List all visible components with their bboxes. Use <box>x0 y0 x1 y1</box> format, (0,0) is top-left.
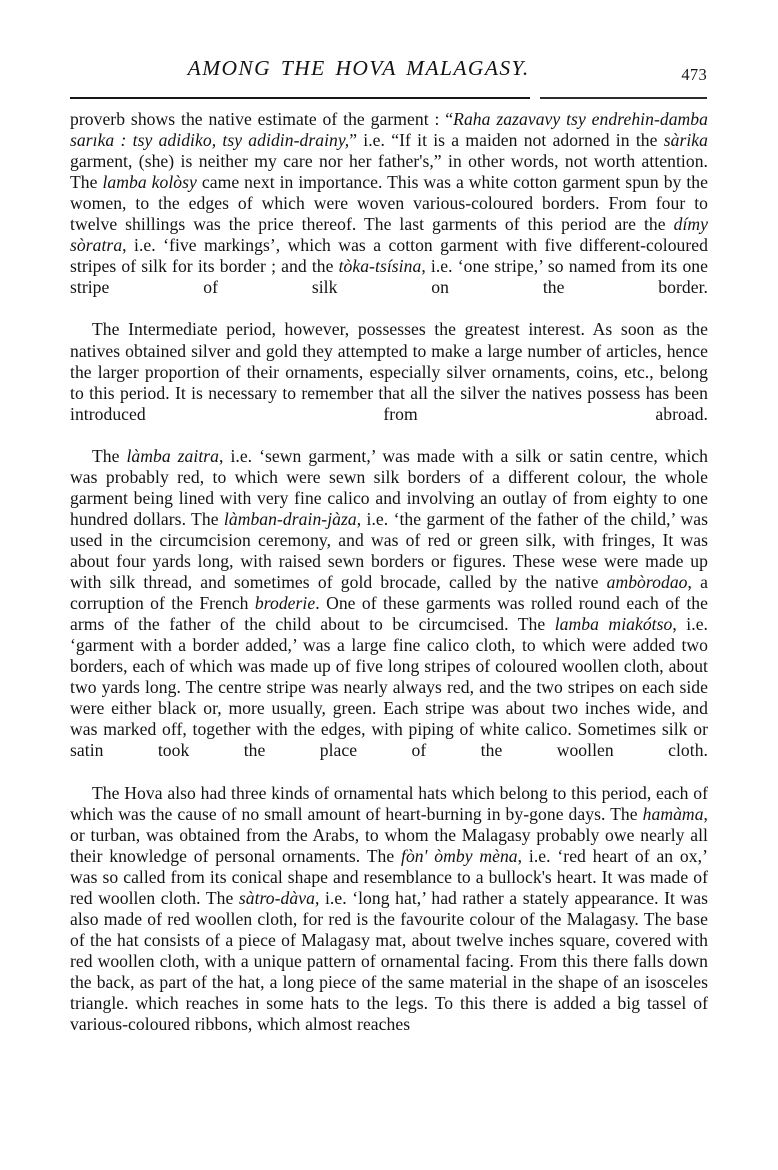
italic-term: lamba kolòsy <box>102 172 197 193</box>
italic-term: dímy sòratra <box>70 214 708 256</box>
page-number: 473 <box>681 65 707 84</box>
body-text-block <box>70 109 708 1035</box>
paragraph-3: The làmba zaitra, i.e. ‘sewn garment,’ was made with a silk or satin centre, which was probably red, to which were sewn silk borders of a different colour, the whole garment being lined with very fine calico and involving an outlay of from eighty to one hundred dollars. The làmban-drain-jàza, i.e. ‘the garment of the father of the child,’ was used in the circumcision ceremony, and was of red or green silk, with fringes, It was about four yards long, with raised sewn borders or figures. These wese were made up with silk thread, and sometimes of gold brocade, called by the native ambòrodao, a corruption of the French broderie. One of these garments was rolled round each of the arms of the father of the child about to be circumcised. The lamba miakótso, i.e. ‘garment with a border added,’ was a large fine calico cloth, to which were added two borders, each of which was made up of five long stripes of coloured woollen cloth, about two yards long. The centre stripe was nearly always red, and the two stripes on each side were either black or, more usually, green. Each stripe was about two inches wide, and was marked off, together with the edges, with piping of white calico. Sometimes silk or satin took the place of the woollen cloth. <box>70 445 708 761</box>
running-head-title: AMONG THE HOVA MALAGASY. <box>187 56 530 80</box>
italic-term: làmban-drain-jàza <box>223 508 357 529</box>
italic-term: tòka-tsísina <box>338 256 422 277</box>
paragraph-1: proverb shows the native estimate of the garment : “Raha zazavavy tsy endrehin-damba sarıka : tsy adidiko, tsy adidin-drainy,” i.e. “If it is a maiden not adorned in the sàrika garment, (she) is neither my care nor her father's,” in other words, not worth attention. The lamba kolòsy came next in importance. This was a white cotton garment spun by the women, to the edges of which were woven various-coloured borders. From four to twelve shillings was the price thereof. The last garments of this period are the dímy sòratra, i.e. ‘five markings’, which was a cotton garment with five different-coloured stripes of silk for its border ; and the tòka-tsísina, i.e. ‘one stripe,’ so named from its one stripe of silk on the border. <box>70 109 709 298</box>
paragraph-4: The Hova also had three kinds of ornamental hats which belong to this period, each of which was the cause of no small amount of heart-burning in by-gone days. The hamàma, or turban, was obtained from the Arabs, to whom the Malagasy probably owe nearly all their knowledge of personal ornaments. The fòn' òmby mèna, i.e. ‘red heart of an ox,’ was so called from its conical shape and resemblance to a bullock's heart. It was made of red woollen cloth. The sàtro-dàva, i.e. ‘long hat,’ had rather a stately appearance. It was also made of red woollen cloth, for red is the favourite colour of the Malagasy. The base of the hat consists of a piece of Malagasy mat, about twelve inches square, covered with red woollen cloth, with a unique pattern of ornamental facing. From this there falls down the back, as part of the hat, a long piece of the same material in the shape of an isosceles triangle. which reaches in some hats to the legs. To this there is added a big tassel of various-coloured ribbons, which almost reaches <box>70 782 708 1035</box>
italic-term: hamàma <box>642 803 704 824</box>
running-head <box>70 56 707 86</box>
paragraph-2: The Intermediate period, however, possesses the greatest interest. As soon as the natives obtained silver and gold they attempted to make a large number of articles, hence the larger proportion of their ornaments, especially silver ornaments, coins, etc., belong to this period. It is necessary to remember that all the silver the natives possess has been introduced from abroad. <box>70 319 708 424</box>
header-rule-segment-right <box>540 97 707 98</box>
header-divider-rule <box>70 97 707 99</box>
italic-term: Raha zazavavy tsy endrehin-damba sarıka : tsy adidiko, tsy adidin-drainy, <box>70 109 709 151</box>
header-rule-gap <box>530 97 540 99</box>
italic-term: sàtro-dàva <box>238 887 315 908</box>
italic-term: fòn' òmby mèna <box>401 845 518 866</box>
italic-term: làmba zaitra <box>126 445 220 466</box>
italic-term: lamba miakótso <box>554 614 673 635</box>
header-rule-segment-left <box>70 97 530 99</box>
italic-term: sàrika <box>663 130 708 151</box>
italic-term: broderie <box>254 593 316 614</box>
italic-term: ambòrodao <box>606 572 688 593</box>
